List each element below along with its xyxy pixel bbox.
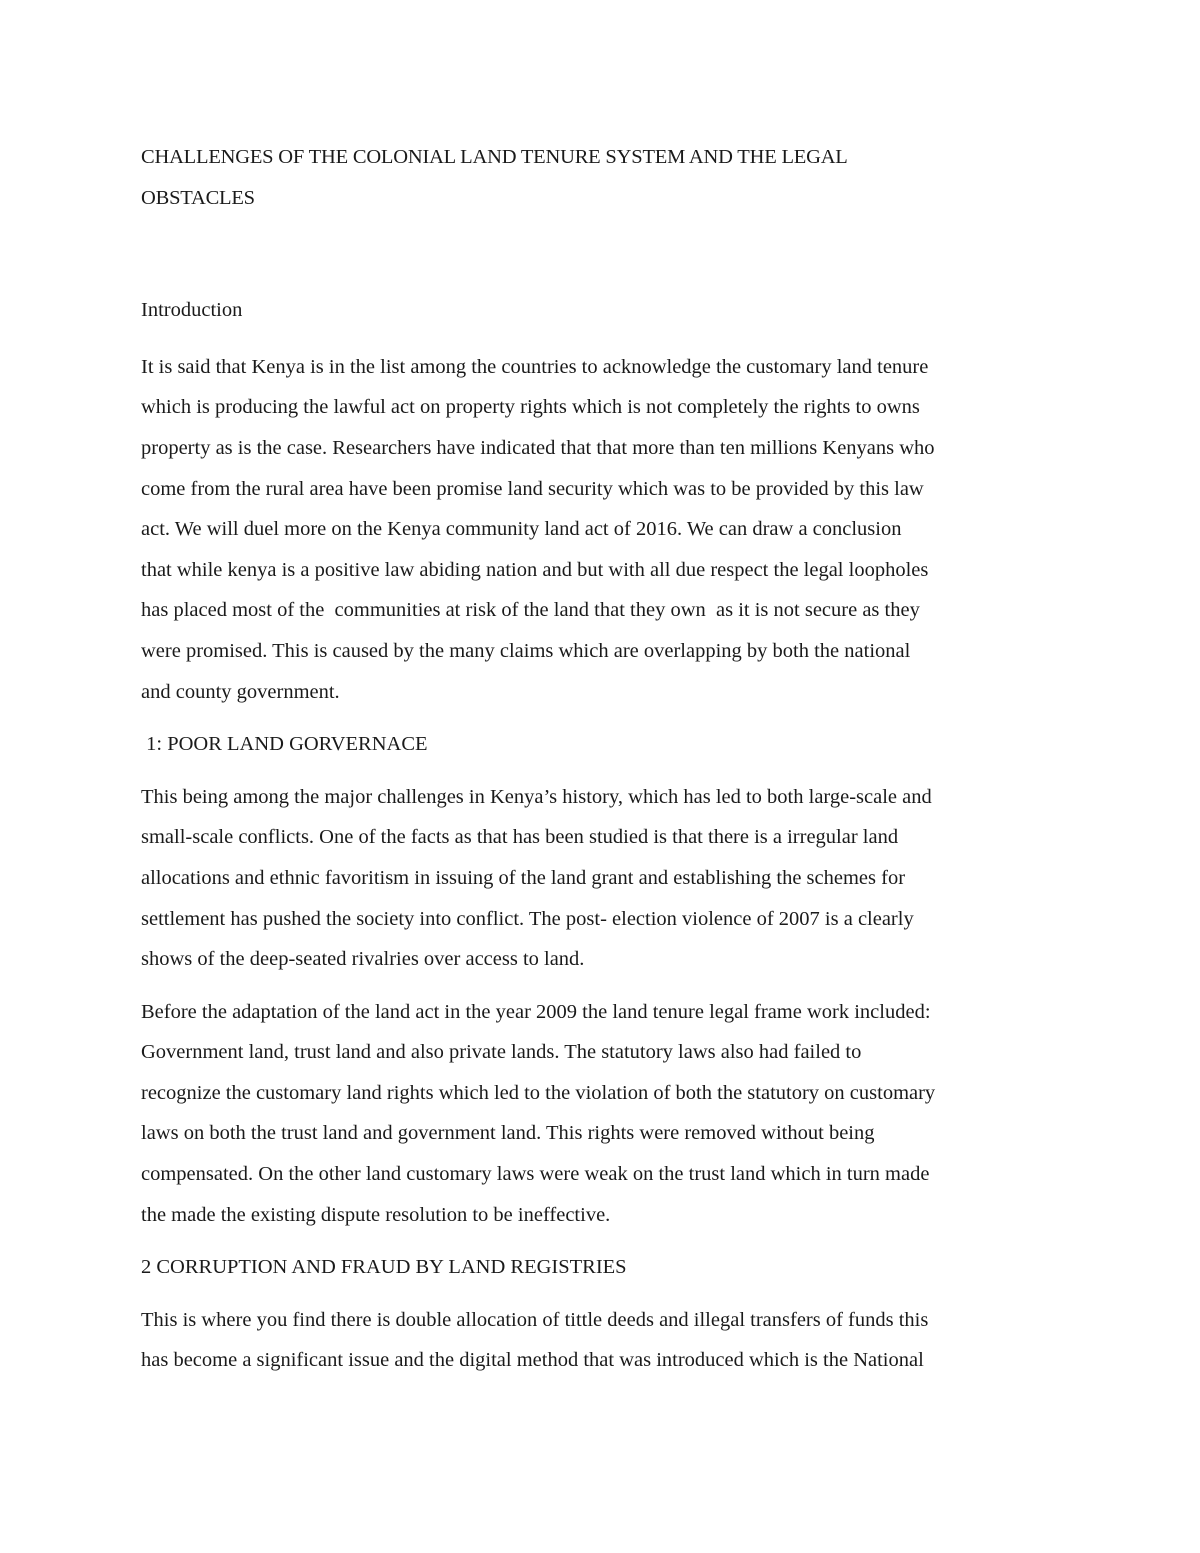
text-line: property as is the case. Researchers have indicated that that more than ten millions Kenyans who [141, 436, 935, 459]
text-line: and county government. [141, 680, 340, 703]
section-1-heading: 1: POOR LAND GORVERNACE [141, 733, 428, 756]
section-2-heading: 2 CORRUPTION AND FRAUD BY LAND REGISTRIES [141, 1256, 627, 1279]
text-line: This is where you find there is double allocation of tittle deeds and illegal transfers of funds this [141, 1308, 929, 1331]
text-line: It is said that Kenya is in the list among the countries to acknowledge the customary land tenure [141, 355, 929, 378]
section-2-paragraph [141, 1300, 1066, 1381]
document-title [141, 137, 1066, 218]
introduction-heading: Introduction [141, 299, 243, 322]
text-line: the made the existing dispute resolution to be ineffective. [141, 1203, 611, 1226]
text-line: recognize the customary land rights which led to the violation of both the statutory on customary [141, 1081, 936, 1104]
title-line: OBSTACLES [141, 186, 255, 209]
text-line: come from the rural area have been promise land security which was to be provided by this law [141, 477, 924, 500]
text-line: Before the adaptation of the land act in the year 2009 the land tenure legal frame work included: [141, 1000, 931, 1023]
text-line: small-scale conflicts. One of the facts as that has been studied is that there is a irregular land [141, 826, 899, 849]
text-line: which is producing the lawful act on property rights which is not completely the rights to owns [141, 396, 920, 419]
text-line: act. We will duel more on the Kenya community land act of 2016. We can draw a conclusion [141, 518, 902, 541]
introduction-paragraph [141, 347, 1066, 712]
text-line: were promised. This is caused by the many claims which are overlapping by both the national [141, 639, 911, 662]
text-line: settlement has pushed the society into conflict. The post- election violence of 2007 is a clearly [141, 907, 914, 930]
text-line: shows of the deep-seated rivalries over access to land. [141, 948, 585, 971]
text-line: laws on both the trust land and government land. This rights were removed without being [141, 1122, 875, 1145]
text-line: This being among the major challenges in Kenya’s history, which has led to both large-scale and [141, 785, 932, 808]
text-line: Government land, trust land and also private lands. The statutory laws also had failed to [141, 1041, 862, 1064]
text-line: that while kenya is a positive law abiding nation and but with all due respect the legal loopholes [141, 558, 929, 581]
section-1-paragraph [141, 992, 1066, 1236]
title-line: CHALLENGES OF THE COLONIAL LAND TENURE SYSTEM AND THE LEGAL [141, 146, 848, 168]
text-line: has become a significant issue and the digital method that was introduced which is the National [141, 1349, 924, 1372]
text-line: allocations and ethnic favoritism in issuing of the land grant and establishing the schemes for [141, 866, 906, 889]
text-line: has placed most of the communities at risk of the land that they own as it is not secure as they [141, 599, 920, 622]
text-line: compensated. On the other land customary laws were weak on the trust land which in turn made [141, 1163, 930, 1186]
section-1-paragraph [141, 777, 1066, 980]
document-body [141, 137, 1066, 1381]
